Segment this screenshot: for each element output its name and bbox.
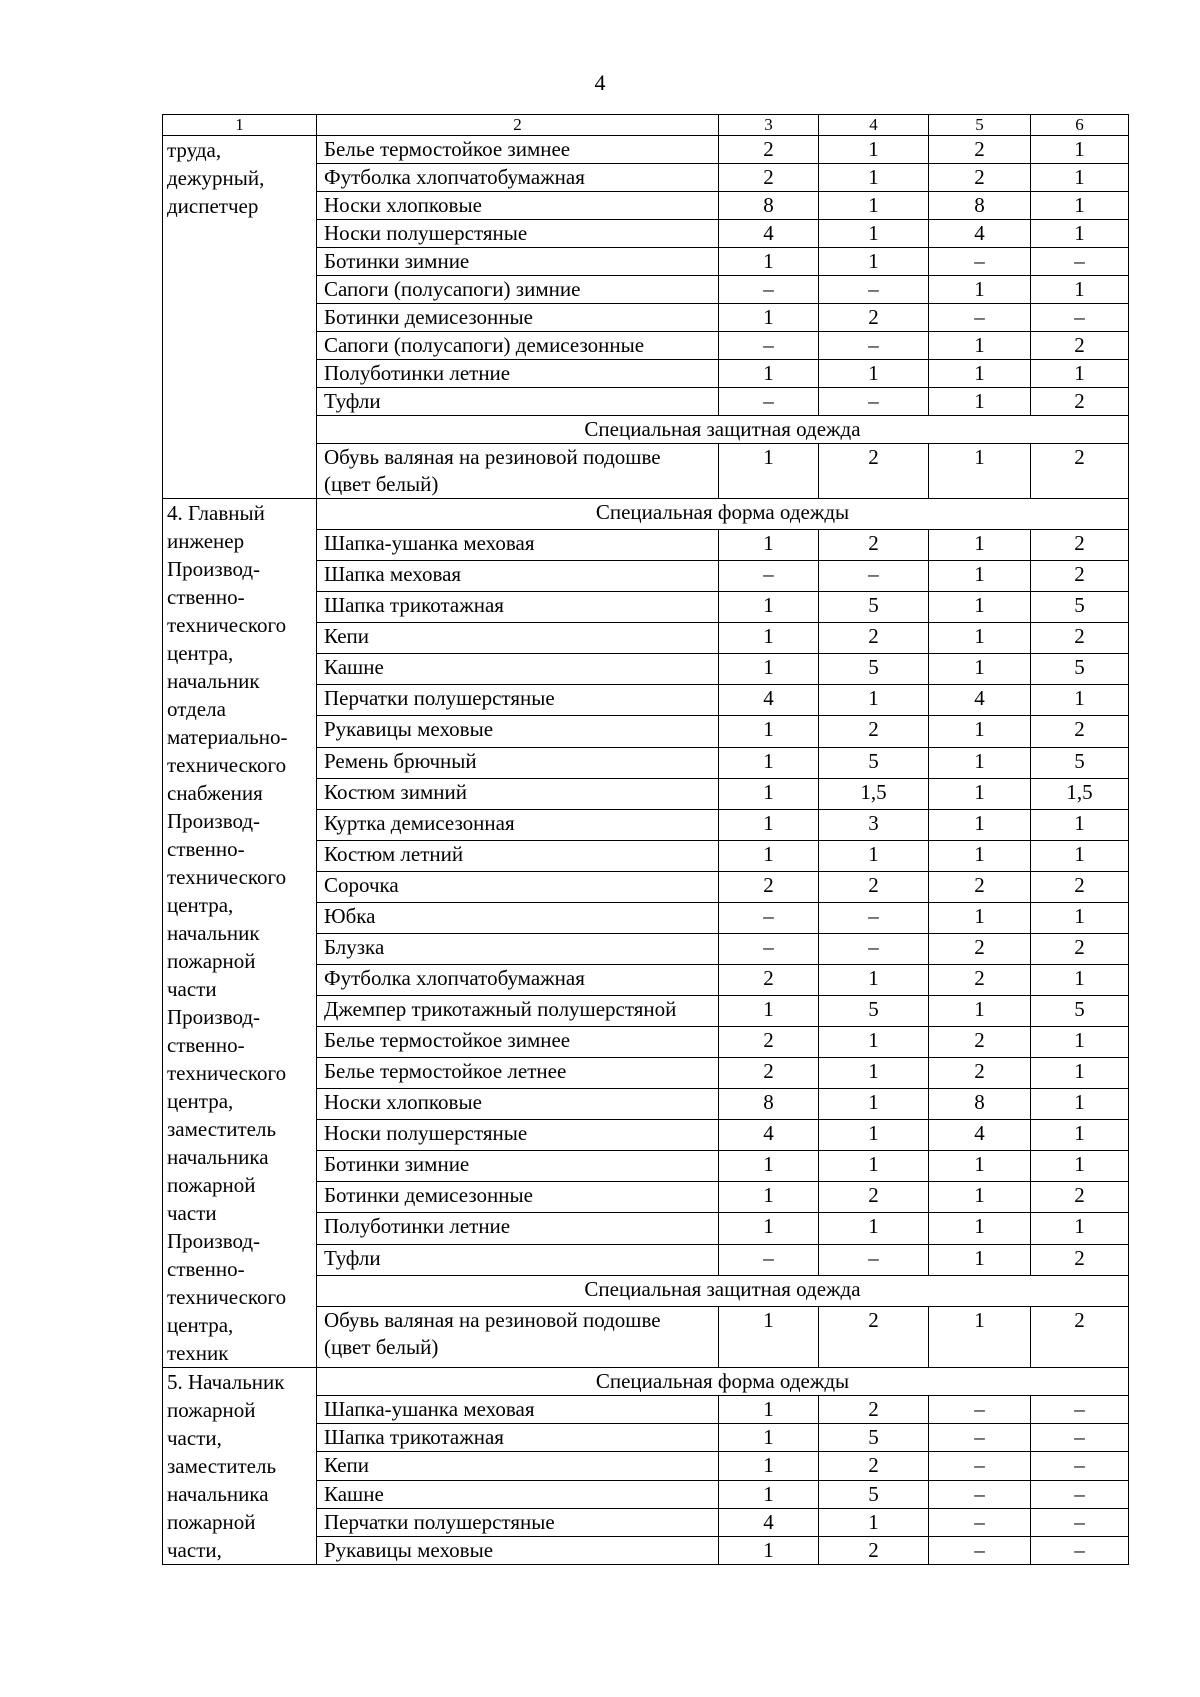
value-c6: 2 [1031, 623, 1129, 654]
value-c3: – [719, 388, 819, 416]
value-c3: – [719, 561, 819, 592]
value-c6: – [1031, 248, 1129, 276]
value-c6: – [1031, 1452, 1129, 1480]
value-c4: – [819, 561, 929, 592]
value-c3: – [719, 1244, 819, 1275]
value-c5: 4 [929, 220, 1031, 248]
value-c5: – [929, 1452, 1031, 1480]
value-c5: 1 [929, 902, 1031, 933]
value-c4: 2 [819, 1306, 929, 1367]
value-c5: 1 [929, 1306, 1031, 1367]
value-c3: 1 [719, 623, 819, 654]
value-c4: 5 [819, 1480, 929, 1508]
position-line: начальника [167, 1482, 269, 1506]
value-c5: 1 [929, 360, 1031, 388]
value-c5: 1 [929, 623, 1031, 654]
value-c6: – [1031, 1508, 1129, 1536]
position-line: технического [167, 753, 287, 777]
section-header: Специальная форма одежды [317, 499, 1129, 530]
value-c5: 1 [929, 332, 1031, 360]
value-c3: 1 [719, 1182, 819, 1213]
position-line: ственно- [167, 585, 245, 609]
value-c4: 2 [819, 304, 929, 332]
position-line: технического [167, 1285, 287, 1309]
value-c3: 4 [719, 1120, 819, 1151]
value-c3: – [719, 902, 819, 933]
value-c4: 1 [819, 1027, 929, 1058]
value-c5: 1 [929, 1151, 1031, 1182]
item-name: Белье термостойкое летнее [317, 1058, 719, 1089]
position-line: части [167, 1201, 217, 1225]
value-c5: – [929, 1480, 1031, 1508]
value-c6: 2 [1031, 716, 1129, 747]
value-c4: 1 [819, 248, 929, 276]
position-line: материально- [167, 725, 288, 749]
value-c4: – [819, 276, 929, 304]
value-c4: 3 [819, 809, 929, 840]
value-c5: 1 [929, 996, 1031, 1027]
position-line: заместитель [167, 1454, 277, 1478]
value-c4: – [819, 1244, 929, 1275]
value-c3: 8 [719, 1089, 819, 1120]
position-line: диспетчер [167, 194, 259, 218]
value-c4: – [819, 933, 929, 964]
value-c3: 1 [719, 1424, 819, 1452]
value-c6: 1 [1031, 1058, 1129, 1089]
value-c6: 2 [1031, 933, 1129, 964]
value-c3: 1 [719, 304, 819, 332]
position-cell [163, 136, 317, 499]
item-name: Блузка [317, 933, 719, 964]
column-header-2: 2 [317, 115, 719, 136]
value-c4: 1 [819, 1120, 929, 1151]
value-c5: – [929, 1536, 1031, 1564]
value-c6: 1 [1031, 360, 1129, 388]
value-c5: 4 [929, 685, 1031, 716]
item-name: Ботинки зимние [317, 1151, 719, 1182]
value-c5: – [929, 1424, 1031, 1452]
value-c3: 1 [719, 778, 819, 809]
section-row [163, 499, 1129, 530]
item-name: Юбка [317, 902, 719, 933]
position-line: центра, [167, 1089, 234, 1113]
value-c4: 2 [819, 623, 929, 654]
position-line: инженер [167, 529, 245, 553]
item-name: Перчатки полушерстяные [317, 685, 719, 716]
value-c6: 1 [1031, 1213, 1129, 1244]
value-c6: – [1031, 1480, 1129, 1508]
item-name: Перчатки полушерстяные [317, 1508, 719, 1536]
value-c6: 1 [1031, 192, 1129, 220]
value-c5: 1 [929, 388, 1031, 416]
value-c4: 1 [819, 1213, 929, 1244]
value-c3: 4 [719, 220, 819, 248]
value-c5: 2 [929, 136, 1031, 164]
value-c5: 2 [929, 1027, 1031, 1058]
value-c5: 1 [929, 809, 1031, 840]
value-c4: 1 [819, 1508, 929, 1536]
value-c6: 2 [1031, 1306, 1129, 1367]
column-header-3: 3 [719, 115, 819, 136]
value-c3: 1 [719, 592, 819, 623]
value-c3: 4 [719, 685, 819, 716]
value-c3: 2 [719, 964, 819, 995]
item-name: Рукавицы меховые [317, 1536, 719, 1564]
value-c6: 1 [1031, 1027, 1129, 1058]
item-name: Обувь валяная на резиновой подошве (цвет белый) [317, 1306, 719, 1367]
position-line: технического [167, 1061, 287, 1085]
value-c3: 2 [719, 871, 819, 902]
item-name: Кашне [317, 654, 719, 685]
value-c6: 1 [1031, 1120, 1129, 1151]
value-c5: 2 [929, 871, 1031, 902]
position-cell [163, 1368, 317, 1565]
value-c6: 2 [1031, 332, 1129, 360]
item-name: Шапка-ушанка меховая [317, 1396, 719, 1424]
value-c6: – [1031, 1536, 1129, 1564]
value-c4: 1 [819, 964, 929, 995]
value-c4: – [819, 388, 929, 416]
section-header: Специальная защитная одежда [317, 1275, 1129, 1306]
item-name: Белье термостойкое зимнее [317, 136, 719, 164]
value-c3: 4 [719, 1508, 819, 1536]
value-c5: 4 [929, 1120, 1031, 1151]
value-c6: 2 [1031, 1244, 1129, 1275]
column-header-5: 5 [929, 115, 1031, 136]
value-c3: 1 [719, 996, 819, 1027]
value-c6: 1 [1031, 964, 1129, 995]
value-c5: 1 [929, 1244, 1031, 1275]
position-line: Производ- [167, 557, 261, 581]
value-c4: 2 [819, 1536, 929, 1564]
position-line: пожарной [167, 1510, 256, 1534]
position-line: центра, [167, 641, 234, 665]
item-name: Носки полушерстяные [317, 1120, 719, 1151]
value-c6: 1 [1031, 136, 1129, 164]
value-c5: 8 [929, 192, 1031, 220]
value-c6: 1 [1031, 809, 1129, 840]
value-c6: 5 [1031, 592, 1129, 623]
value-c5: 1 [929, 592, 1031, 623]
value-c4: 1 [819, 164, 929, 192]
value-c3: 1 [719, 809, 819, 840]
position-line: отдела [167, 697, 226, 721]
value-c3: 1 [719, 1480, 819, 1508]
value-c6: 1 [1031, 276, 1129, 304]
value-c5: 1 [929, 747, 1031, 778]
position-line: части [167, 977, 217, 1001]
value-c4: 1 [819, 192, 929, 220]
value-c4: – [819, 332, 929, 360]
position-line: 4. Главный [167, 501, 265, 525]
column-header-1: 1 [163, 115, 317, 136]
value-c3: 1 [719, 1536, 819, 1564]
value-c5: 2 [929, 1058, 1031, 1089]
position-line: 5. Начальник [167, 1370, 285, 1394]
value-c5: 1 [929, 561, 1031, 592]
value-c5: 1 [929, 840, 1031, 871]
item-name: Ботинки демисезонные [317, 304, 719, 332]
page-number: 4 [594, 70, 606, 95]
position-line: части, [167, 1538, 222, 1562]
column-header-row [163, 115, 1129, 136]
value-c5: 1 [929, 276, 1031, 304]
value-c6: 2 [1031, 388, 1129, 416]
item-name: Кепи [317, 1452, 719, 1480]
clothing-norms-table [162, 114, 1129, 1565]
value-c6: 1 [1031, 1151, 1129, 1182]
item-name: Полуботинки летние [317, 1213, 719, 1244]
section-header: Специальная защитная одежда [317, 416, 1129, 444]
value-c4: 5 [819, 654, 929, 685]
item-name: Сорочка [317, 871, 719, 902]
value-c6: 2 [1031, 1182, 1129, 1213]
position-line: центра, [167, 893, 234, 917]
position-line: ственно- [167, 837, 245, 861]
position-line: Производ- [167, 809, 261, 833]
value-c4: 2 [819, 716, 929, 747]
position-line: начальника [167, 1145, 269, 1169]
position-line: ственно- [167, 1033, 245, 1057]
value-c4: 1 [819, 685, 929, 716]
value-c3: 1 [719, 654, 819, 685]
value-c3: 1 [719, 1306, 819, 1367]
position-line: центра, [167, 1313, 234, 1337]
value-c6: 2 [1031, 444, 1129, 499]
value-c4: 1,5 [819, 778, 929, 809]
value-c5: 1 [929, 1213, 1031, 1244]
value-c5: 2 [929, 964, 1031, 995]
item-name: Ремень брючный [317, 747, 719, 778]
value-c4: 2 [819, 530, 929, 561]
value-c6: 1 [1031, 1089, 1129, 1120]
position-line: дежурный, [167, 166, 265, 190]
item-name: Ботинки зимние [317, 248, 719, 276]
section-header: Специальная форма одежды [317, 1368, 1129, 1396]
position-cell [163, 499, 317, 1368]
section-row [163, 1368, 1129, 1396]
item-name: Костюм зимний [317, 778, 719, 809]
item-name: Кашне [317, 1480, 719, 1508]
position-line: части, [167, 1426, 222, 1450]
value-c5: – [929, 304, 1031, 332]
item-name: Ботинки демисезонные [317, 1182, 719, 1213]
value-c3: 2 [719, 1058, 819, 1089]
value-c4: 1 [819, 360, 929, 388]
position-line: начальник [167, 921, 260, 945]
item-name: Шапка трикотажная [317, 1424, 719, 1452]
value-c6: – [1031, 1424, 1129, 1452]
value-c3: 1 [719, 840, 819, 871]
value-c5: – [929, 1396, 1031, 1424]
value-c3: 2 [719, 164, 819, 192]
value-c3: 1 [719, 530, 819, 561]
item-name: Туфли [317, 388, 719, 416]
value-c5: 8 [929, 1089, 1031, 1120]
item-name: Сапоги (полусапоги) зимние [317, 276, 719, 304]
value-c3: 1 [719, 1452, 819, 1480]
value-c5: 2 [929, 933, 1031, 964]
value-c4: 1 [819, 220, 929, 248]
value-c3: 1 [719, 716, 819, 747]
value-c3: 1 [719, 1396, 819, 1424]
value-c6: 1 [1031, 685, 1129, 716]
position-line: Производ- [167, 1229, 261, 1253]
position-line: начальник [167, 669, 260, 693]
value-c3: 2 [719, 136, 819, 164]
item-name: Носки полушерстяные [317, 220, 719, 248]
position-line: пожарной [167, 949, 256, 973]
position-line: заместитель [167, 1117, 277, 1141]
item-name: Носки хлопковые [317, 192, 719, 220]
position-line: пожарной [167, 1173, 256, 1197]
position-line: техник [167, 1341, 229, 1365]
table-row [163, 136, 1129, 164]
value-c6: 2 [1031, 871, 1129, 902]
value-c4: 2 [819, 1396, 929, 1424]
value-c3: 8 [719, 192, 819, 220]
item-name: Туфли [317, 1244, 719, 1275]
item-name: Белье термостойкое зимнее [317, 1027, 719, 1058]
value-c3: 2 [719, 1027, 819, 1058]
value-c6: 5 [1031, 996, 1129, 1027]
value-c3: – [719, 332, 819, 360]
value-c5: 1 [929, 530, 1031, 561]
value-c6: 1 [1031, 164, 1129, 192]
value-c4: 1 [819, 1058, 929, 1089]
value-c4: 1 [819, 1151, 929, 1182]
item-name: Полуботинки летние [317, 360, 719, 388]
value-c4: 5 [819, 747, 929, 778]
position-line: технического [167, 865, 287, 889]
position-line: пожарной [167, 1398, 256, 1422]
column-header-4: 4 [819, 115, 929, 136]
item-name: Сапоги (полусапоги) демисезонные [317, 332, 719, 360]
item-name: Шапка-ушанка меховая [317, 530, 719, 561]
value-c3: 1 [719, 1151, 819, 1182]
value-c5: 1 [929, 1182, 1031, 1213]
value-c6: – [1031, 1396, 1129, 1424]
value-c3: 1 [719, 360, 819, 388]
position-line: технического [167, 613, 287, 637]
value-c6: 1,5 [1031, 778, 1129, 809]
value-c5: 1 [929, 444, 1031, 499]
value-c6: 2 [1031, 561, 1129, 592]
value-c6: 1 [1031, 220, 1129, 248]
value-c4: 5 [819, 996, 929, 1027]
value-c3: 1 [719, 747, 819, 778]
value-c6: – [1031, 304, 1129, 332]
item-name: Куртка демисезонная [317, 809, 719, 840]
value-c4: 1 [819, 1089, 929, 1120]
value-c5: 1 [929, 778, 1031, 809]
item-name: Рукавицы меховые [317, 716, 719, 747]
value-c3: 1 [719, 444, 819, 499]
item-name: Кепи [317, 623, 719, 654]
value-c6: 2 [1031, 530, 1129, 561]
value-c4: 2 [819, 444, 929, 499]
position-line: труда, [167, 138, 222, 162]
value-c5: – [929, 248, 1031, 276]
item-name: Носки хлопковые [317, 1089, 719, 1120]
value-c6: 1 [1031, 840, 1129, 871]
value-c4: – [819, 902, 929, 933]
item-name: Футболка хлопчатобумажная [317, 964, 719, 995]
value-c4: 2 [819, 1452, 929, 1480]
value-c5: 2 [929, 164, 1031, 192]
item-name: Костюм летний [317, 840, 719, 871]
value-c4: 5 [819, 1424, 929, 1452]
position-line: ственно- [167, 1257, 245, 1281]
value-c4: 2 [819, 871, 929, 902]
value-c5: – [929, 1508, 1031, 1536]
item-name: Футболка хлопчатобумажная [317, 164, 719, 192]
value-c6: 5 [1031, 654, 1129, 685]
value-c4: 1 [819, 136, 929, 164]
value-c3: 1 [719, 248, 819, 276]
position-line: Производ- [167, 1005, 261, 1029]
value-c5: 1 [929, 716, 1031, 747]
item-name: Шапка трикотажная [317, 592, 719, 623]
value-c6: 1 [1031, 902, 1129, 933]
value-c3: 1 [719, 1213, 819, 1244]
value-c4: 1 [819, 840, 929, 871]
value-c6: 5 [1031, 747, 1129, 778]
value-c3: – [719, 933, 819, 964]
column-header-6: 6 [1031, 115, 1129, 136]
item-name: Обувь валяная на резиновой подошве (цвет белый) [317, 444, 719, 499]
item-name: Шапка меховая [317, 561, 719, 592]
value-c5: 1 [929, 654, 1031, 685]
value-c4: 5 [819, 592, 929, 623]
value-c4: 2 [819, 1182, 929, 1213]
item-name: Джемпер трикотажный полушерстяной [317, 996, 719, 1027]
value-c3: – [719, 276, 819, 304]
position-line: снабжения [167, 781, 263, 805]
